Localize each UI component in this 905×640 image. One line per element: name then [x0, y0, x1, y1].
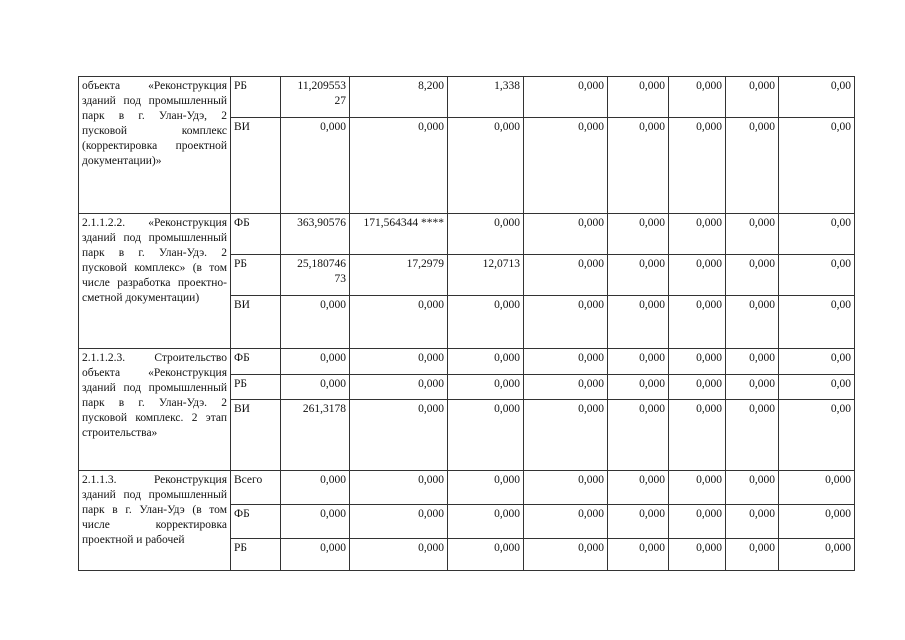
amount-cell: 0,000 — [281, 118, 350, 214]
amount-cell: 0,000 — [669, 375, 726, 400]
amount-cell: 0,000 — [608, 539, 669, 571]
amount-cell: 0,000 — [669, 77, 726, 118]
amount-cell: 0,000 — [726, 296, 779, 349]
funding-source: Всего — [231, 471, 281, 505]
budget-table — [78, 76, 855, 571]
amount-cell: 0,000 — [669, 349, 726, 375]
amount-cell: 0,000 — [524, 296, 608, 349]
item-description: 2.1.1.2.3. Строительство объекта «Реконструкция зданий под промышленный парк в г. Улан-Удэ. 2 пусковой комплекс. 2 этап строительства» — [79, 349, 231, 471]
amount-cell: 0,000 — [608, 375, 669, 400]
amount-cell: 0,000 — [608, 505, 669, 539]
amount-cell: 0,000 — [779, 505, 855, 539]
amount-cell: 0,000 — [524, 505, 608, 539]
amount-cell: 0,000 — [608, 471, 669, 505]
amount-cell: 0,000 — [726, 214, 779, 255]
funding-source: ФБ — [231, 214, 281, 255]
amount-cell: 0,000 — [448, 118, 524, 214]
amount-cell: 0,000 — [726, 505, 779, 539]
amount-cell: 0,000 — [524, 255, 608, 296]
amount-cell: 0,000 — [669, 214, 726, 255]
amount-cell: 0,000 — [448, 400, 524, 471]
amount-cell: 0,00 — [779, 255, 855, 296]
amount-cell: 0,000 — [524, 471, 608, 505]
amount-cell: 0,000 — [281, 296, 350, 349]
amount-cell: 0,000 — [726, 118, 779, 214]
amount-cell: 0,000 — [281, 471, 350, 505]
table-row — [79, 214, 855, 255]
amount-cell: 0,000 — [524, 214, 608, 255]
amount-cell: 0,000 — [726, 539, 779, 571]
amount-cell: 0,000 — [448, 349, 524, 375]
amount-cell: 0,000 — [350, 539, 448, 571]
item-description: 2.1.1.2.2. «Реконструкция зданий под промышленный парк в г. Улан-Удэ. 2 пусковой комплекс» (в том числе разработка проектно-сметной документации) — [79, 214, 231, 349]
amount-cell: 0,000 — [669, 118, 726, 214]
amount-cell: 0,000 — [669, 255, 726, 296]
amount-cell: 0,000 — [448, 214, 524, 255]
amount-cell: 0,00 — [779, 214, 855, 255]
amount-cell: 0,000 — [726, 349, 779, 375]
amount-cell: 0,000 — [524, 539, 608, 571]
amount-cell: 17,2979 — [350, 255, 448, 296]
amount-cell: 0,000 — [669, 400, 726, 471]
amount-cell: 0,000 — [524, 77, 608, 118]
amount-cell: 1,338 — [448, 77, 524, 118]
funding-source: ВИ — [231, 400, 281, 471]
amount-cell: 0,000 — [779, 471, 855, 505]
amount-cell: 12,0713 — [448, 255, 524, 296]
amount-cell: 11,209553 27 — [281, 77, 350, 118]
amount-cell: 8,200 — [350, 77, 448, 118]
item-description: 2.1.1.3. Реконструкция зданий под промышленный парк в г. Улан-Удэ (в том числе корректировка проектной и рабочей — [79, 471, 231, 571]
amount-cell: 0,00 — [779, 77, 855, 118]
funding-source: ФБ — [231, 505, 281, 539]
amount-cell: 0,000 — [524, 400, 608, 471]
funding-source: ВИ — [231, 118, 281, 214]
amount-cell: 0,000 — [524, 375, 608, 400]
funding-source: РБ — [231, 375, 281, 400]
amount-cell: 0,000 — [779, 539, 855, 571]
table-row — [79, 77, 855, 118]
table-row — [79, 349, 855, 375]
amount-cell: 0,000 — [726, 255, 779, 296]
amount-cell: 0,000 — [726, 375, 779, 400]
amount-cell: 261,3178 — [281, 400, 350, 471]
table-body — [79, 77, 855, 571]
amount-cell: 0,000 — [726, 400, 779, 471]
amount-cell: 171,564344 **** — [350, 214, 448, 255]
amount-cell: 0,000 — [281, 349, 350, 375]
funding-source: РБ — [231, 255, 281, 296]
amount-cell: 0,000 — [448, 296, 524, 349]
amount-cell: 363,90576 — [281, 214, 350, 255]
amount-cell: 0,000 — [608, 214, 669, 255]
amount-cell: 0,000 — [281, 539, 350, 571]
amount-cell: 0,000 — [726, 77, 779, 118]
amount-cell: 0,000 — [350, 400, 448, 471]
funding-source: ФБ — [231, 349, 281, 375]
amount-cell: 0,000 — [608, 255, 669, 296]
amount-cell: 0,00 — [779, 400, 855, 471]
amount-cell: 0,000 — [669, 539, 726, 571]
amount-cell: 0,00 — [779, 296, 855, 349]
amount-cell: 0,00 — [779, 349, 855, 375]
amount-cell: 0,00 — [779, 118, 855, 214]
amount-cell: 0,000 — [524, 118, 608, 214]
amount-cell: 0,000 — [448, 505, 524, 539]
funding-source: ВИ — [231, 296, 281, 349]
funding-source: РБ — [231, 77, 281, 118]
amount-cell: 0,000 — [608, 118, 669, 214]
amount-cell: 0,000 — [448, 375, 524, 400]
amount-cell: 0,000 — [669, 471, 726, 505]
amount-cell: 25,180746 73 — [281, 255, 350, 296]
amount-cell: 0,000 — [669, 505, 726, 539]
amount-cell: 0,000 — [350, 296, 448, 349]
amount-cell: 0,000 — [448, 539, 524, 571]
amount-cell: 0,000 — [608, 349, 669, 375]
amount-cell: 0,00 — [779, 375, 855, 400]
amount-cell: 0,000 — [669, 296, 726, 349]
funding-source: РБ — [231, 539, 281, 571]
amount-cell: 0,000 — [350, 118, 448, 214]
amount-cell: 0,000 — [350, 375, 448, 400]
amount-cell: 0,000 — [350, 349, 448, 375]
amount-cell: 0,000 — [608, 296, 669, 349]
amount-cell: 0,000 — [448, 471, 524, 505]
amount-cell: 0,000 — [281, 505, 350, 539]
table-row — [79, 471, 855, 505]
amount-cell: 0,000 — [726, 471, 779, 505]
amount-cell: 0,000 — [350, 471, 448, 505]
item-description: объекта «Реконструкция зданий под промышленный парк в г. Улан-Удэ, 2 пусковой комплекс (корректировка проектной документации)» — [79, 77, 231, 214]
amount-cell: 0,000 — [281, 375, 350, 400]
amount-cell: 0,000 — [608, 400, 669, 471]
amount-cell: 0,000 — [350, 505, 448, 539]
amount-cell: 0,000 — [608, 77, 669, 118]
amount-cell: 0,000 — [524, 349, 608, 375]
